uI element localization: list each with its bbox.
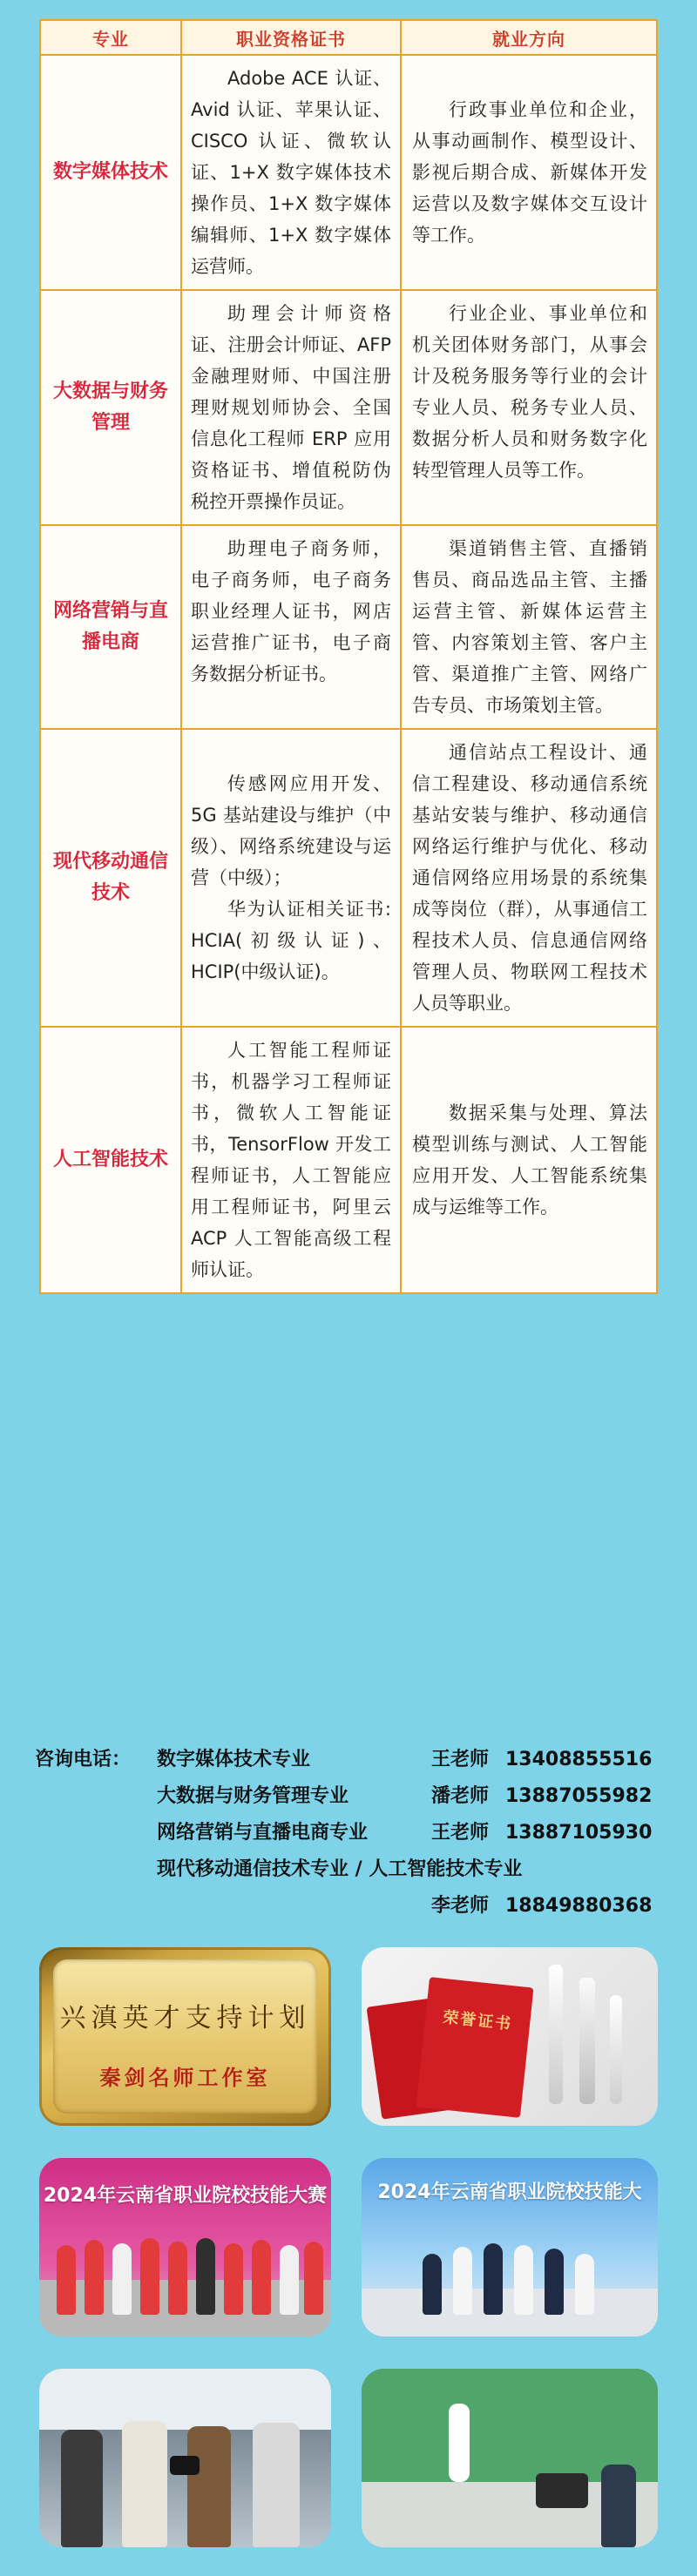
competition-banner: 2024年云南省职业院校技能大赛 — [43, 2185, 328, 2207]
contact-major: 网络营销与直播电商专业 — [157, 1822, 369, 1844]
plaque-face — [53, 1959, 317, 2114]
header-direction: 就业方向 — [401, 20, 657, 55]
gold-plaque-image — [39, 1947, 331, 2126]
team-member — [280, 2245, 299, 2315]
team-member — [484, 2243, 503, 2315]
photography-class-photo — [39, 2369, 331, 2547]
certificate-cell — [181, 290, 401, 525]
contact-row — [35, 1815, 671, 1851]
green-screen-studio-photo — [362, 2369, 658, 2547]
certificate-text: Adobe ACE 认证、Avid 认证、苹果认证、CISCO 认证、微软认证、1+X 数字媒体技术操作员、1+X 数字媒体编辑师、1+X 数字媒体运营师。 — [191, 68, 391, 277]
table-row — [40, 55, 657, 290]
certificate-text: 传感网应用开发、5G 基站建设与维护（中级）、网络系统建设与运营（中级）； — [191, 773, 391, 888]
team-member — [140, 2238, 159, 2315]
award-ceremony-photo — [362, 2158, 658, 2337]
contact-row — [35, 1888, 671, 1925]
student — [187, 2426, 231, 2547]
major-name: 人工智能技术 — [40, 1027, 181, 1293]
plaque-title: 兴滇英才支持计划 — [59, 2003, 311, 2033]
student — [61, 2430, 103, 2547]
contact-phone[interactable]: 13887055982 — [505, 1785, 653, 1807]
major-name: 网络营销与直播电商 — [40, 525, 181, 729]
table-header-row — [40, 20, 657, 55]
table-row — [40, 290, 657, 525]
team-member — [85, 2240, 104, 2315]
team-member — [196, 2238, 215, 2315]
camera — [170, 2456, 200, 2475]
contact-phone[interactable]: 13887105930 — [505, 1822, 653, 1844]
contact-major: 数字媒体技术专业 — [157, 1749, 311, 1770]
table-row — [40, 729, 657, 1027]
team-member — [545, 2249, 564, 2315]
certificate-cell — [181, 55, 401, 290]
contact-phone[interactable]: 18849880368 — [505, 1895, 653, 1917]
team-member — [575, 2254, 594, 2315]
student — [253, 2423, 300, 2547]
team-member — [112, 2243, 132, 2315]
certificate-cell — [181, 1027, 401, 1293]
direction-cell: 数据采集与处理、算法模型训练与测试、人工智能应用开发、人工智能系统集成与运维等工作。 — [401, 1027, 657, 1293]
trophy — [549, 1965, 563, 2104]
contact-list — [35, 1742, 671, 1925]
student — [601, 2465, 636, 2547]
student — [122, 2421, 167, 2547]
team-member — [224, 2243, 243, 2315]
certificate-text: 人工智能工程师证书，机器学习工程师证书，微软人工智能证书，TensorFlow 开发工程师证书，人工智能应用工程师证书，阿里云 ACP 人工智能高级工程师认证。 — [191, 1040, 391, 1280]
table-row — [40, 525, 657, 729]
major-name: 现代移动通信技术 — [40, 729, 181, 1027]
team-member — [252, 2240, 271, 2315]
certificate-cell — [181, 525, 401, 729]
presenter — [449, 2404, 470, 2482]
certificate-text: 助理电子商务师，电子商务师，电子商务职业经理人证书，网店运营推广证书，电子商务数据分析证书。 — [191, 538, 391, 684]
contact-major: 现代移动通信技术专业 / 人工智能技术专业 — [157, 1858, 523, 1880]
contact-major: 大数据与财务管理专业 — [157, 1785, 349, 1807]
contact-teacher: 王老师 — [431, 1822, 490, 1844]
major-name: 数字媒体技术 — [40, 55, 181, 290]
contact-row — [35, 1778, 671, 1815]
contact-row — [35, 1742, 671, 1778]
contact-teacher: 李老师 — [431, 1895, 490, 1917]
table-row — [40, 1027, 657, 1293]
trophy — [610, 1995, 622, 2104]
plaque-subtitle: 秦剑名师工作室 — [99, 2065, 271, 2090]
contact-row — [35, 1851, 671, 1888]
header-certificate: 职业资格证书 — [181, 20, 401, 55]
stage-floor — [362, 2289, 658, 2337]
contact-teacher: 潘老师 — [431, 1785, 490, 1807]
certificate-text: 华为认证相关证书: HCIA(初级认证)、HCIP(中级认证)。 — [191, 899, 391, 982]
awards-photo — [362, 1947, 658, 2126]
certificate-text: 助理会计师资格证、注册会计师证、AFP 金融理财师、中国注册理财规划师协会、全国信息化工程师 ERP 应用资格证书、增值税防伪税控开票操作员证。 — [191, 303, 391, 512]
major-name: 大数据与财务管理 — [40, 290, 181, 525]
direction-cell: 行业企业、事业单位和机关团体财务部门，从事会计及税务服务等行业的会计专业人员、税务专业人员、数据分析人员和财务数字化转型管理人员等工作。 — [401, 290, 657, 525]
team-member — [514, 2245, 533, 2315]
contact-label: 咨询电话： — [35, 1749, 132, 1770]
team-member — [423, 2254, 442, 2315]
major-info-table — [39, 19, 658, 1294]
competition-team-photo — [39, 2158, 331, 2337]
certificate-cell — [181, 729, 401, 1027]
header-major: 专业 — [40, 20, 181, 55]
certificate-book — [416, 1977, 533, 2118]
team-member — [453, 2247, 472, 2315]
trophy — [579, 1978, 595, 2104]
direction-cell: 行政事业单位和企业，从事动画制作、模型设计、影视后期合成、新媒体开发运营以及数字媒体交互设计等工作。 — [401, 55, 657, 290]
team-member — [168, 2242, 187, 2315]
contact-teacher: 王老师 — [431, 1749, 490, 1770]
ceremony-banner: 2024年云南省职业院校技能大 — [377, 2182, 642, 2203]
ceiling — [39, 2369, 331, 2430]
certificate-caption: 荣誉证书 — [442, 2008, 514, 2034]
video-camera — [536, 2473, 588, 2508]
contact-phone[interactable]: 13408855516 — [505, 1749, 653, 1770]
team-member — [304, 2242, 323, 2315]
team-member — [57, 2245, 76, 2315]
direction-cell: 渠道销售主管、直播销售员、商品选品主管、主播运营主管、新媒体运营主管、内容策划主管、客户主管、渠道推广主管、网络广告专员、市场策划主管。 — [401, 525, 657, 729]
direction-cell: 通信站点工程设计、通信工程建设、移动通信系统基站安装与维护、移动通信网络运行维护与优化、移动通信网络应用场景的系统集成等岗位（群），从事通信工程技术人员、信息通信网络管理人员、物联网工程技术人员等职业。 — [401, 729, 657, 1027]
